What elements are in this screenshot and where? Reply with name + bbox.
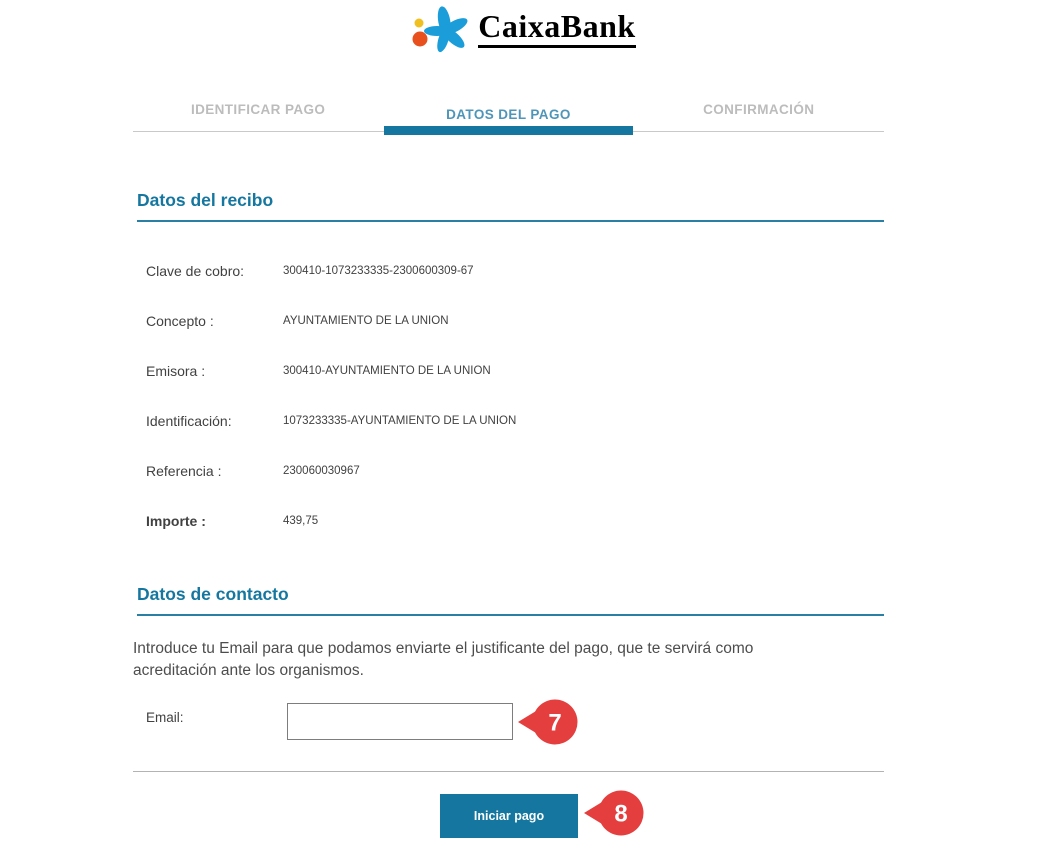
contact-instructions: Introduce tu Email para que podamos enviarte el justificante del pago, que te servirá como acreditación ante los organismos. <box>133 640 754 679</box>
tab-confirmacion[interactable]: CONFIRMACIÓN <box>703 102 815 117</box>
field-value: 300410-AYUNTAMIENTO DE LA UNION <box>283 365 491 377</box>
field-value: 1073233335-AYUNTAMIENTO DE LA UNION <box>283 415 517 427</box>
active-tab-indicator <box>384 126 633 135</box>
logo-yellow-dot <box>415 19 424 28</box>
tab-datos-del-pago[interactable]: DATOS DEL PAGO <box>446 107 571 122</box>
field-value: AYUNTAMIENTO DE LA UNION <box>283 315 449 327</box>
caixabank-logo <box>0 4 1046 56</box>
field-label: Referencia : <box>146 463 222 479</box>
field-row-identificacion <box>146 413 876 463</box>
caixabank-star-icon <box>410 4 472 56</box>
brand-wordmark: CaixaBank <box>478 10 635 48</box>
field-label: Identificación: <box>146 413 232 429</box>
footer-divider <box>133 771 884 772</box>
field-label: Concepto : <box>146 313 214 329</box>
field-value: 439,75 <box>283 515 319 527</box>
field-value: 230060030967 <box>283 465 360 477</box>
field-row-concepto <box>146 313 876 363</box>
field-label: Clave de cobro: <box>146 263 245 279</box>
tab-identificar-pago[interactable]: IDENTIFICAR PAGO <box>190 102 326 117</box>
field-value: 300410-1073233335-2300600309-67 <box>283 265 474 277</box>
contact-section-title: Datos de contacto <box>137 584 884 616</box>
field-row-referencia <box>146 463 876 513</box>
wizard-tabs <box>133 98 884 132</box>
field-row-emisora <box>146 363 876 413</box>
field-label: Importe : <box>146 513 206 529</box>
field-row-clave-de-cobro <box>146 263 876 313</box>
annotation-step-8-number: 8 <box>614 800 628 828</box>
annotation-step-8 <box>583 790 653 836</box>
logo-orange-dot <box>413 32 428 47</box>
annotation-step-7 <box>517 699 587 745</box>
annotation-step-7-number: 7 <box>548 709 562 737</box>
receipt-fields <box>146 263 876 563</box>
iniciar-pago-button[interactable]: Iniciar pago <box>440 794 578 838</box>
email-input[interactable] <box>287 703 513 740</box>
field-row-importe <box>146 513 876 563</box>
field-label: Emisora : <box>146 363 206 379</box>
email-label: Email: <box>146 710 184 725</box>
receipt-section-title: Datos del recibo <box>137 190 884 222</box>
